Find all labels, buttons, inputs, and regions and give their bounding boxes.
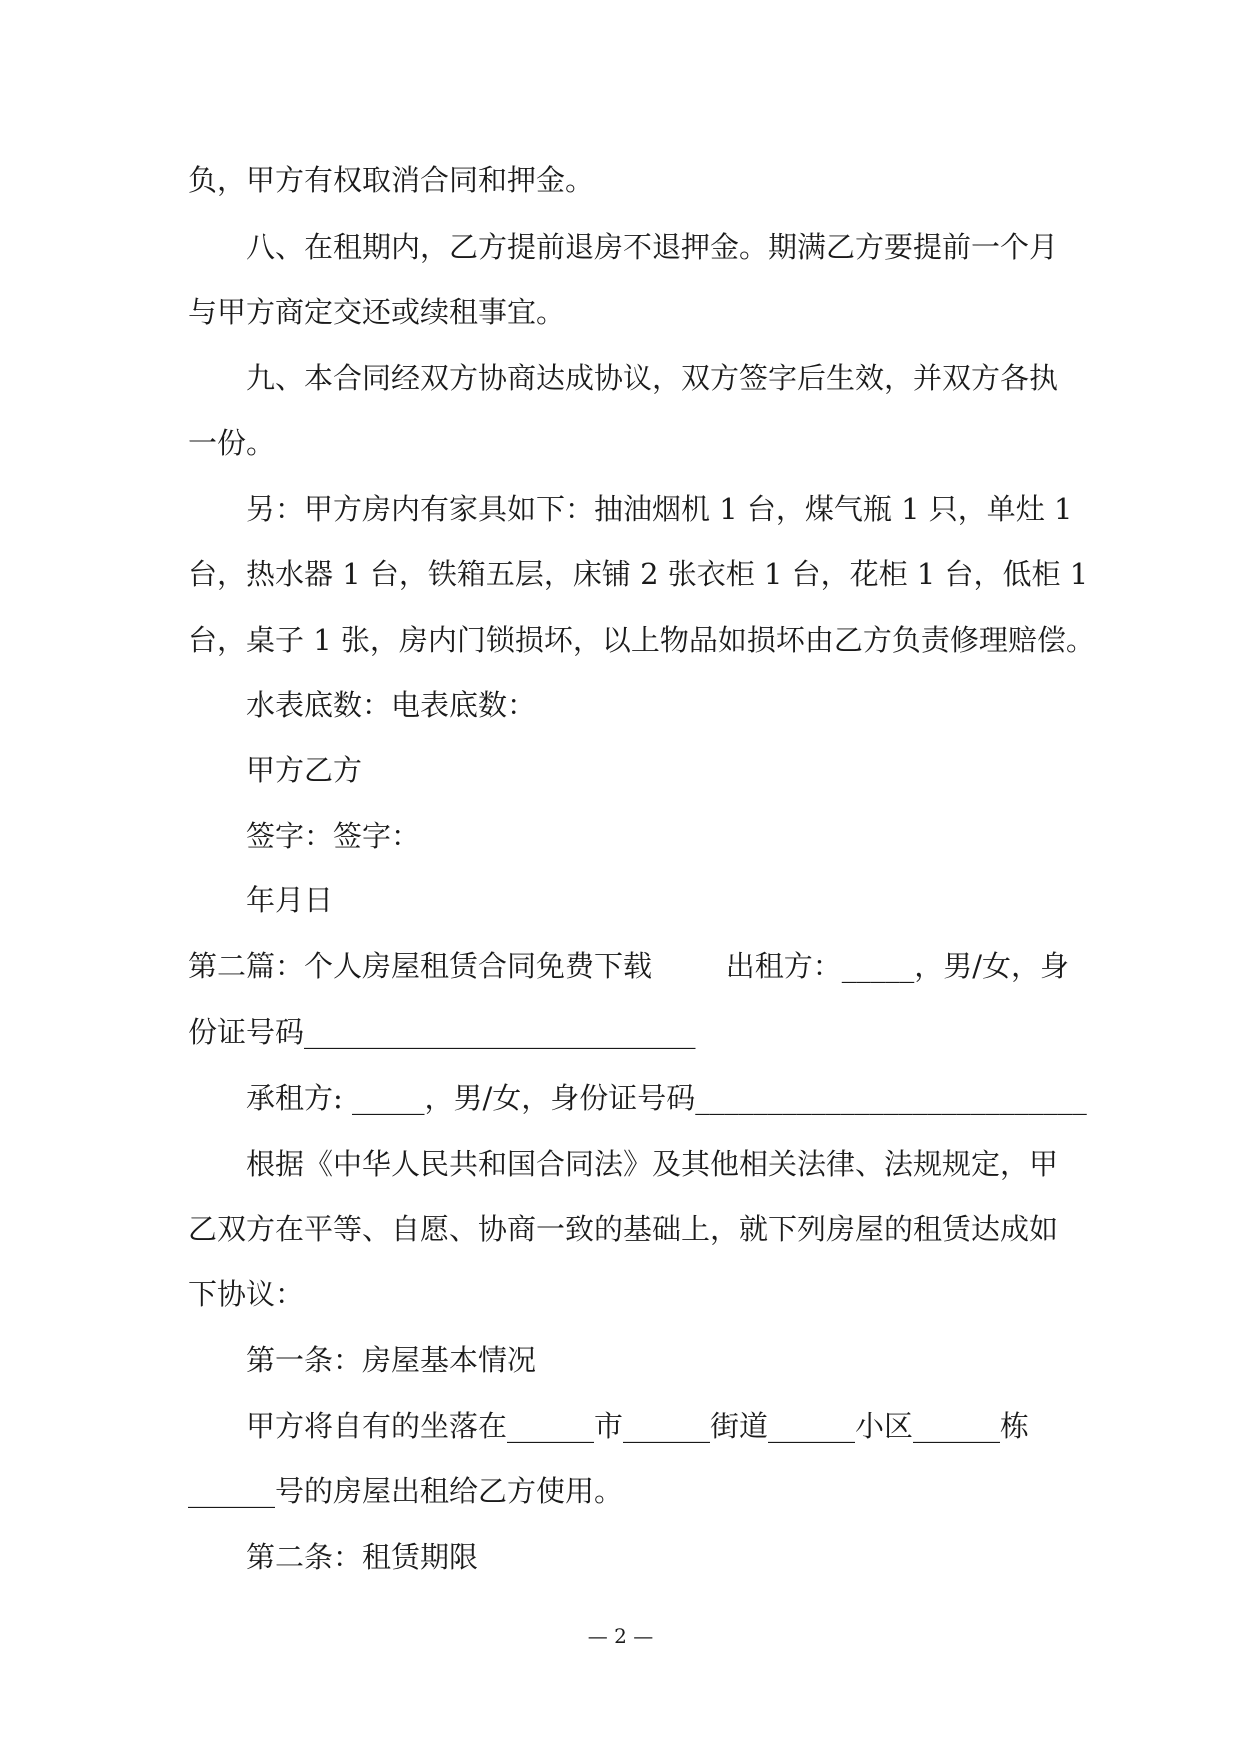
text-line: ______号的房屋出租给乙方使用。 [188,1474,624,1508]
section-heading: 第二篇：个人房屋租赁合同免费下载 出租方：_____，男/女，身 [188,949,1070,983]
page-number: — 2 — [587,1624,654,1648]
text-line: 份证号码___________________________ [188,1015,696,1049]
text-line: 年月日 [246,883,334,917]
text-line: 甲方将自有的坐落在______市______街道______小区______栋 [246,1409,1030,1443]
text-line: 甲方乙方 [246,753,363,787]
text-line: 九、本合同经双方协商达成协议，双方签字后生效，并双方各执 [246,361,1059,395]
text-line: 承租方: _____，男/女，身份证号码___________________________ [246,1081,1087,1115]
text-line: 一份。 [188,426,276,460]
text-line: 与甲方商定交还或续租事宜。 [188,295,566,329]
article-heading: 第一条：房屋基本情况 [246,1343,537,1377]
text-line: 根据《中华人民共和国合同法》及其他相关法律、法规规定，甲 [246,1147,1059,1181]
article-heading: 第二条：租赁期限 [246,1540,479,1574]
text-line: 下协议： [188,1277,305,1311]
text-line: 台，桌子 1 张，房内门锁损坏，以上物品如损坏由乙方负责修理赔偿。 [188,623,1095,657]
text-line: 水表底数：电表底数： [246,688,537,722]
text-line: 台，热水器 1 台，铁箱五层，床铺 2 张衣柜 1 台，花柜 1 台，低柜 1 [188,557,1089,591]
text-line: 乙双方在平等、自愿、协商一致的基础上，就下列房屋的租赁达成如 [188,1212,1059,1246]
text-line: 负，甲方有权取消合同和押金。 [188,163,595,197]
text-line: 八、在租期内，乙方提前退房不退押金。期满乙方要提前一个月 [246,230,1059,264]
text-line: 另：甲方房内有家具如下：抽油烟机 1 台，煤气瓶 1 只，单灶 1 [246,492,1073,526]
text-line: 签字：签字： [246,819,421,853]
